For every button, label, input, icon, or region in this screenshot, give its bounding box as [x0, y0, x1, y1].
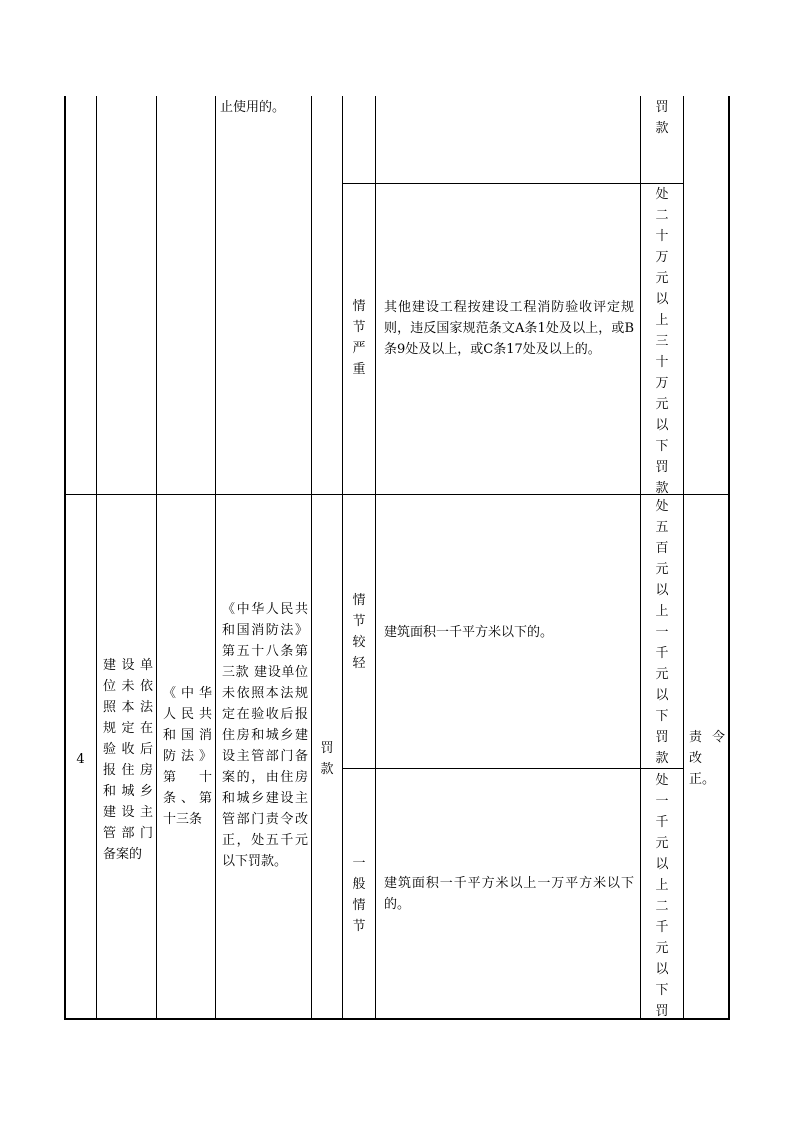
penalty-basis-text: 《中华人民共和国消防法》第五十八条第三款 建设单位未依照本法规定在验收后报住房和城乡建设主管部门备案的，由住房和城乡建设主管部门责令改正，处五千元以下罚款。	[222, 602, 308, 869]
penalty-text-light: 处 五 百 元 以 上 一 千 元 以 下 罚 款	[655, 499, 669, 766]
law-reference-text: 《中华人民共和国消防法》第十条、第十三条	[163, 686, 212, 827]
condition-text-general: 建筑面积一千平方米以上一万平方米以下的。	[384, 876, 634, 912]
penalty-type-text: 罚 款	[320, 741, 334, 777]
severity-level-light: 情 节 较 轻	[352, 593, 366, 671]
penalty-text-severe: 处 二 十 万 元 以 上 三 十 万 元 以 下 罚 款	[655, 187, 669, 496]
table-border-bottom	[64, 1018, 730, 1020]
col-divider-3	[215, 96, 216, 1020]
basis-text-continued: 止使用的。	[220, 100, 286, 115]
table-border-left	[64, 96, 66, 1020]
col-divider-8	[683, 96, 684, 1020]
table-border-right	[728, 96, 730, 1020]
col-divider-1	[96, 96, 97, 1020]
row-index: 4	[76, 752, 85, 767]
row-divider-sub	[342, 183, 683, 184]
penalty-text-continued: 罚 款	[655, 100, 669, 136]
col-divider-6	[375, 96, 376, 1020]
col-divider-4	[311, 96, 312, 1020]
penalty-text-general: 处 一 千 元 以 上 二 千 元 以 下 罚	[655, 773, 669, 1019]
other-measures-text: 责令改正。	[689, 730, 725, 787]
condition-text-severe: 其他建设工程按建设工程消防验收评定规则，违反国家规范条文A条1处及以上，或B条9处及以上，或C条17处及以上的。	[384, 300, 634, 357]
condition-text-light: 建筑面积一千平方米以下的。	[384, 625, 554, 640]
severity-level-severe: 情 节 严 重	[352, 299, 366, 377]
row-divider-main	[64, 494, 729, 495]
col-divider-2	[156, 96, 157, 1020]
violation-text: 建设单位未依照本法规定在验收后报住房和城乡建设主管部门备案的	[103, 658, 153, 862]
severity-level-general: 一 般 情 节	[352, 856, 366, 934]
row-divider-sub	[342, 768, 683, 769]
